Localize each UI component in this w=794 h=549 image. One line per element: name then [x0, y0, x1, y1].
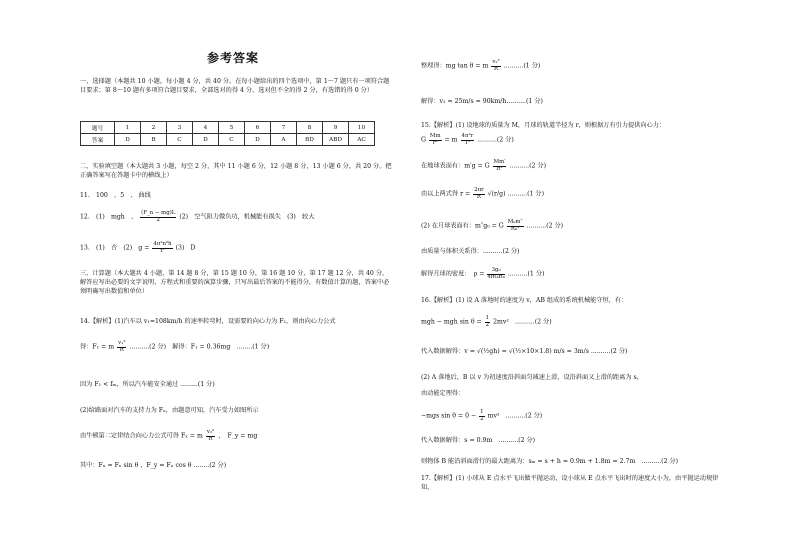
q12-part-a: 12. (1) mgh 、: [80, 213, 138, 221]
q15-line4-b: √(r/g) ..........(1 分): [487, 190, 545, 198]
q15-line1: 15.【解析】(1) 设地球的质量为 M，月球的轨道半径为 r，则根据万有引力提供向心力：: [421, 122, 666, 129]
q15-line5: [421, 220, 563, 232]
table-cell: D: [193, 134, 219, 146]
denominator: R: [208, 435, 213, 442]
denominator: 2: [480, 415, 484, 422]
page-title: 参考答案: [207, 51, 260, 65]
table-cell: 4: [193, 122, 219, 134]
table-header-cell: 题号: [81, 122, 115, 134]
q14-line5-b: ， F_y = mg: [218, 432, 258, 440]
q13-answer: [80, 242, 196, 254]
table-cell: 6: [245, 122, 271, 134]
table-cell: B: [141, 134, 167, 146]
numerator: M₀m″: [507, 219, 523, 225]
r-line1-a: 整理得：mg tan θ = m: [421, 62, 489, 70]
q16-line2: [421, 316, 552, 328]
q15-line2-fraction2: [461, 134, 475, 146]
table-cell: 1: [115, 122, 141, 134]
denominator: 2: [156, 216, 160, 223]
table-header-cell: 答案: [81, 134, 115, 146]
q14-line2-fraction: [117, 341, 126, 353]
table-row: [81, 122, 375, 134]
q15-line3: [421, 160, 546, 172]
q15-line4-fraction: [473, 188, 485, 200]
q15-line3-a: 在地球表面有：m′g = G: [421, 162, 490, 170]
denominator: 2: [485, 321, 490, 328]
numerator: 2πr: [474, 187, 484, 193]
q16-line4: (2) A 落地后，B 以 v 为初速度沿斜面匀减速上滑，设沿斜面又上滑的距离为 s，: [421, 374, 643, 381]
q14-line1: 14.【解析】(1)汽车以 v₁=108km/h 的速率转弯时，设需要的向心力为 F₁，则由向心力公式: [80, 318, 336, 325]
q15-line2-b: = m: [444, 136, 458, 144]
numerator: 1: [480, 409, 484, 415]
table-cell: D: [115, 134, 141, 146]
q15-line5-a: (2) 在月球表面有：m″g₀ = G: [421, 222, 504, 230]
denominator: 4πGR₀: [487, 273, 505, 280]
q16-line2-a: mgh − mgh sin θ =: [421, 318, 482, 326]
denominator: T²: [464, 139, 471, 146]
table-cell: D: [245, 134, 271, 146]
table-cell: 7: [271, 122, 297, 134]
table-cell: 8: [297, 122, 323, 134]
numerator: v₂²: [206, 429, 215, 435]
answer-table: [80, 121, 375, 146]
numerator: v₂²: [492, 59, 500, 65]
q14-line5: [80, 430, 257, 442]
denominator: R²: [496, 165, 503, 172]
table-cell: AC: [349, 134, 375, 146]
table-cell: C: [219, 134, 245, 146]
q15-line2-a: G: [421, 136, 426, 144]
q14-line3: 因为 F₁ < fₘ，所以汽车能安全通过 .........(1 分): [80, 381, 215, 388]
table-cell: 2: [141, 122, 167, 134]
numerator: 4π²r: [461, 133, 474, 139]
denominator: R: [119, 346, 124, 353]
section3-intro: 三、计算题（本大题共 4 小题，第 14 题 8 分，第 15 题 10 分，第 16 题 10 分，第 17 题 12 分，共 40 分，解答应写出必要的文字说明、方程式和重要的演算步骤，只写出最后答案的不能得分，有数值计算的题，答案中必须明确写出数值和单位）: [80, 270, 390, 295]
section2-intro: 二、实验填空题（本大题共 3 小题，每空 2 分，其中 11 小题 6 分，12 小题 8 分，13 小题 6 分，共 20 分。把正确答案写在答题卡中的横线上）: [80, 163, 392, 179]
table-cell: BD: [297, 134, 323, 146]
numerator: Mm′: [493, 159, 506, 165]
q15-line2-c: ..........(2 分): [477, 136, 514, 144]
table-cell: ABD: [323, 134, 349, 146]
q16-line6: [421, 410, 542, 422]
table-cell: 10: [349, 122, 375, 134]
denominator: R: [476, 193, 481, 200]
denominator: t²: [160, 247, 165, 254]
r-line1: [421, 60, 540, 72]
q16-line5: 由动能定理得：: [421, 390, 465, 397]
q17-line1: 17.【解析】(1) 小球从 E 点水平飞出做平抛运动，设小球从 E 点水平飞出时的速度大小为，由平抛运动规律知，: [421, 475, 719, 491]
q15-line5-b: ..........(2 分): [526, 222, 564, 230]
q15-line7: [421, 268, 544, 280]
q12-fraction: [140, 211, 176, 223]
q15-line7-fraction: [487, 268, 505, 280]
table-cell: 5: [219, 122, 245, 134]
numerator: (F_n − mg)L: [141, 210, 176, 216]
numerator: v₁²: [118, 340, 126, 346]
q15-line4: [421, 188, 544, 200]
q15-line4-a: 由以上两式得 r =: [421, 190, 471, 198]
q15-line5-fraction: [507, 220, 524, 232]
q15-line2: [421, 134, 514, 146]
q14-line5-a: 由牛顿第二定律结合向心力公式可得 Fₓ = m: [80, 432, 203, 440]
table-cell: A: [271, 134, 297, 146]
q15-line7-b: ..........(1 分): [507, 270, 545, 278]
table-row: [81, 134, 375, 146]
numerator: 3g₀: [487, 268, 505, 275]
q15-line7-a: 解得月球的密度： ρ =: [421, 270, 485, 278]
q16-line6-fraction: [479, 410, 484, 422]
q16-line8: 则物体 B 能沿斜面滑行的最大距离为：sₘ = s + h = 0.9m + 1.8m = 2.7m ..........(2 分): [421, 458, 679, 465]
q16-line2-b: 2mv² ..........(2 分): [493, 318, 552, 326]
section1-intro: 一、选择题（本题共 10 小题，每小题 4 分，共 40 分。在每小题给出的四个选项中，第 1～7 题只有一项符合题目要求；第 8～10 题有多项符合题目要求，全部选对的得 4 分，选对但不全的得 2 分，有选错的得 0 分）: [80, 78, 390, 94]
denominator: R: [494, 65, 499, 72]
table-cell: 3: [167, 122, 193, 134]
q14-line5-fraction: [206, 430, 215, 442]
q16-line2-fraction: [485, 316, 490, 328]
q13-part-b: (3) D: [175, 244, 196, 252]
numerator: 4π²n²h: [153, 241, 172, 247]
q16-line6-b: mv² ..........(2 分): [487, 412, 543, 420]
table-cell: 9: [323, 122, 349, 134]
r-line2: 解得：v₂ = 25m/s = 90km/h..........(1 分): [421, 98, 543, 105]
q16-line6-a: −mgs sin θ = 0 −: [421, 412, 477, 420]
numerator: Mm: [429, 133, 441, 139]
q14-line2-b: ..........(2 分) 解得：F₁ = 0.36mg ........(1 分): [129, 343, 270, 351]
q16-line3: 代入数据解得：v = √(½gh) = √(½×10×1.8) m/s = 3m/s ..........(2 分): [421, 348, 628, 355]
denominator: R₀²: [510, 225, 520, 232]
q15-line2-fraction1: [429, 134, 442, 146]
numerator: 1: [485, 315, 490, 321]
q12-part-b: (2) 空气阻力做负功，机械能有损失 (3) 较大: [179, 213, 315, 221]
table-cell: C: [167, 134, 193, 146]
q14-line4: (2)给路面对汽车的支持力为 Fₙ，由题意可知，汽车受力如图所示: [80, 407, 259, 414]
q15-line6: 由质量与体积关系得：..........(2 分): [421, 248, 520, 255]
q15-line3-b: ..........(2 分): [509, 162, 546, 170]
q13-part-a: 13. (1) 否 (2) g =: [80, 244, 150, 252]
q16-line1: 16.【解析】(1) 设 A 落地时的速度为 v，AB 组成的系统机械能守恒，有：: [421, 297, 628, 304]
q15-line3-fraction: [493, 160, 507, 172]
q12-answer: [80, 211, 314, 223]
r-line1-fraction: [491, 60, 500, 72]
q14-line2: [80, 341, 269, 353]
q13-fraction: [152, 242, 172, 254]
q16-line7: 代入数据解得：s = 0.9m ..........(2 分): [421, 437, 536, 444]
q11-answer: 11. 100 、5 、 曲线: [80, 192, 151, 199]
denominator: r²: [432, 139, 438, 146]
q14-line6: 其中：Fₓ = Fₙ sin θ ，F_y = Fₙ cos θ ........(2 分): [80, 462, 227, 469]
q14-line2-a: 得：F₁ = m: [80, 343, 115, 351]
r-line1-b: ..........(1 分): [503, 62, 541, 70]
